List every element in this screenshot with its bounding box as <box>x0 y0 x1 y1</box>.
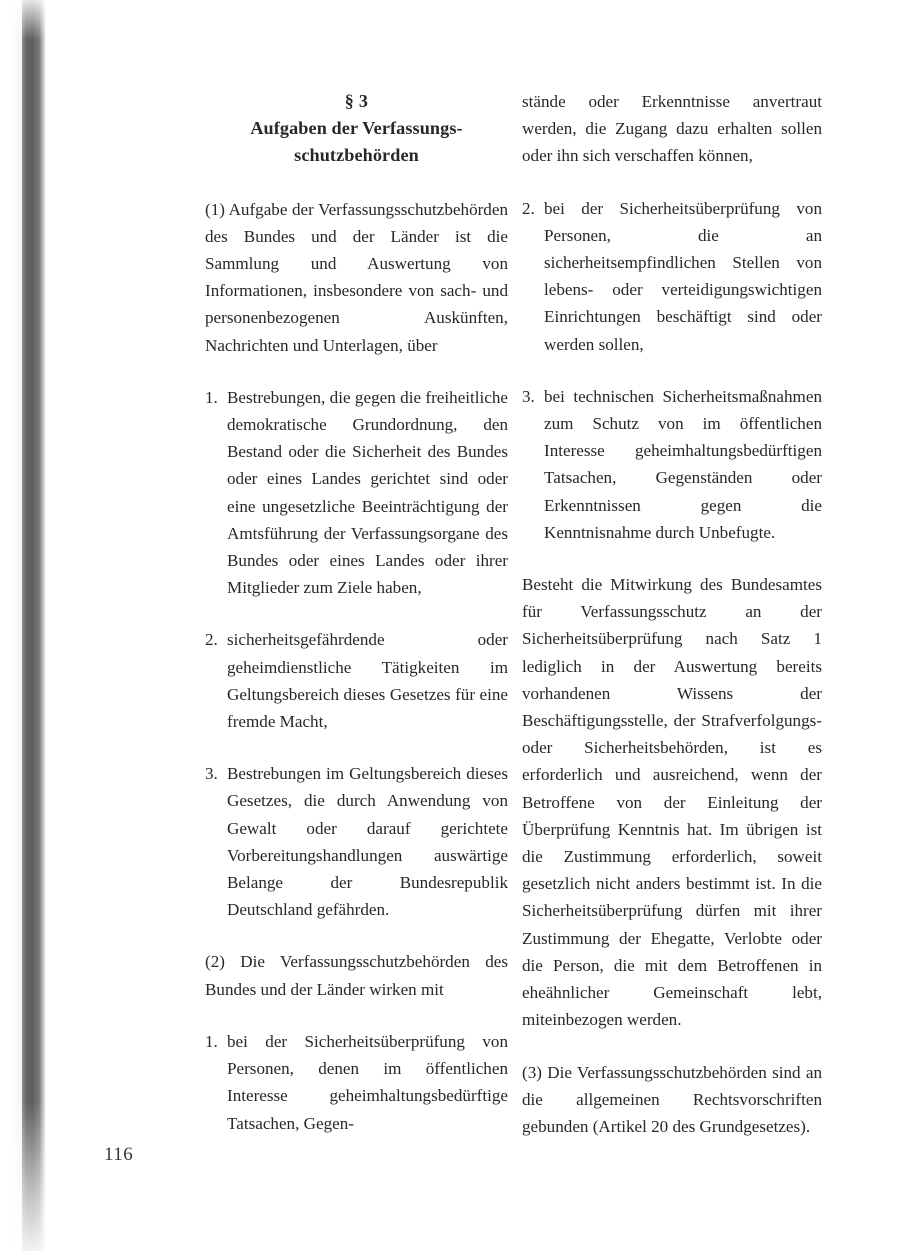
text-column-right <box>522 88 822 1140</box>
list-item-number: 2. <box>205 630 218 650</box>
list-item-number: 1. <box>205 387 218 407</box>
list-item <box>205 1028 508 1137</box>
text-column-left <box>205 88 508 1137</box>
list-item <box>522 195 822 358</box>
list-item-text: bei technischen Sicherheitsmaßnahmen zum Schutz von im öffentlichen Interesse geheimhaltungsbedürftigen Tatsachen, Gegenständen oder Erkenntnissen gegen die Kenntnisnahme durch Unbefugte. <box>544 386 822 542</box>
book-gutter-top-fade <box>0 0 56 40</box>
list-item-text: sicherheitsgefährdende oder geheimdienstliche Tätigkeiten im Geltungsbereich dieses Gesetzes für eine fremde Macht, <box>227 630 508 732</box>
list-item <box>205 760 508 923</box>
list-item-text: Bestrebungen, die gegen die freiheitliche demokratische Grundordnung, den Bestand oder die Sicherheit des Bundes oder eines Landes gerichtet sind oder eine ungesetzliche Beeinträchtigung der Amtsführung der Verfassungsorgane des Bundes oder eines Landes oder ihrer Mitglieder zum Ziele haben, <box>227 387 508 598</box>
list-item-number: 3. <box>205 764 218 784</box>
list-item-text: Bestrebungen im Geltungsbereich dieses Gesetzes, die durch Anwendung von Gewalt oder darauf gerichtete Vorbereitungshandlungen auswärtige Belange der Bundesrepublik Deutschland gefährden. <box>227 764 508 920</box>
section-title-line-1: Aufgaben der Verfassungs- <box>250 118 463 139</box>
section-title-line-2: schutzbehörden <box>294 145 419 166</box>
paragraph-2: (2) Die Verfassungsschutzbehörden des Bundes und der Länder wirken mit <box>205 952 508 999</box>
book-gutter-bottom-fade <box>0 1101 56 1251</box>
book-gutter-shadow <box>22 0 46 1251</box>
paragraph-1: (1) Aufgabe der Verfassungsschutzbehörden des Bundes und der Länder ist die Sammlung und Auswertung von Informationen, insbesondere von sach- und personenbezogenen Auskünften, Nachrichten und Unterlagen, über <box>205 199 508 355</box>
section-heading <box>205 88 508 170</box>
page-number: 116 <box>104 1144 134 1165</box>
list-item-text: bei der Sicherheitsüberprüfung von Personen, denen im öffentlichen Interesse geheimhaltungsbedürftige Tatsachen, Gegen- <box>227 1031 508 1133</box>
section-number: § 3 <box>344 91 369 111</box>
book-gutter-highlight <box>6 0 22 1251</box>
paragraph-besteht: Besteht die Mitwirkung des Bundesamtes für Verfassungsschutz an der Sicherheitsüberprüfung nach Satz 1 lediglich in der Auswertung bereits vorhandenen Wissens der Beschäftigungsstelle, der Strafverfolgungs- oder Sicherheitsbehörden, ist es erforderlich und ausreichend, wenn der Betroffene von der Einleitung der Überprüfung Kenntnis hat. Im übrigen ist die Zustimmung erforderlich, soweit gesetzlich nicht anders bestimmt ist. In die Sicherheitsüberprüfung dürfen mit ihrer Zustimmung der Ehegatte, Verlobte oder die Person, die mit dem Betroffenen in eheähnlicher Gemeinschaft lebt, miteinbezogen werden. <box>522 575 822 1030</box>
list-item-text: bei der Sicherheitsüberprüfung von Personen, die an sicherheitsempfindlichen Stellen von lebens- oder verteidigungswichtigen Einrichtungen beschäftigt sind oder werden sollen, <box>544 198 822 354</box>
list-item-number: 3. <box>522 386 535 406</box>
paragraph-continuation: stände oder Erkenntnisse anvertraut werden, die Zugang dazu erhalten sollen oder ihn sich verschaffen können, <box>522 92 822 166</box>
list-item <box>205 626 508 735</box>
list-item <box>205 384 508 602</box>
paragraph-3: (3) Die Verfassungsschutzbehörden sind an die allgemeinen Rechtsvorschriften gebunden (Artikel 20 des Grundgesetzes). <box>522 1062 822 1136</box>
list-item-number: 1. <box>205 1031 218 1051</box>
list-item <box>522 383 822 546</box>
list-item-number: 2. <box>522 198 535 218</box>
